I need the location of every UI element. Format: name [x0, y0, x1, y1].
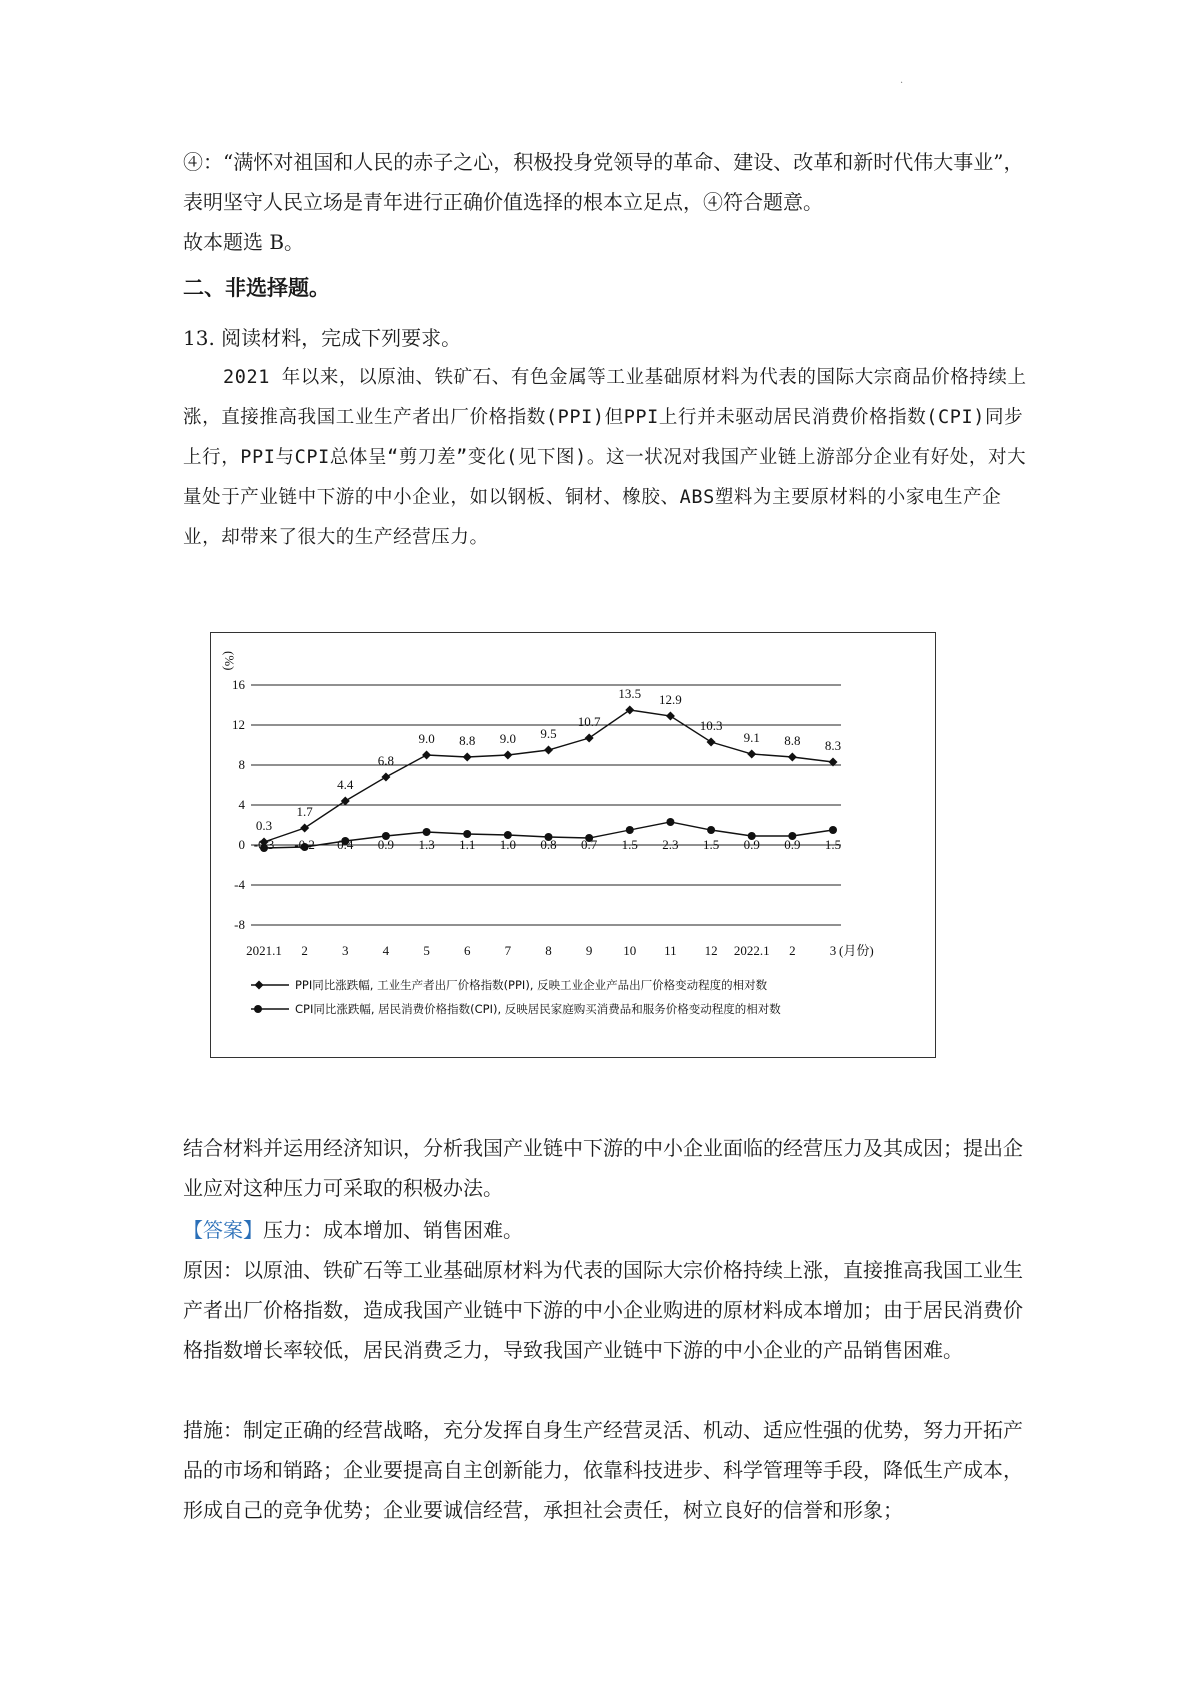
y-tick-labels	[232, 677, 246, 932]
ppi-data-label: 8.3	[824, 738, 842, 753]
cpi-data-label: -0.2	[294, 837, 315, 852]
x-tick-label: 2021.1	[246, 943, 282, 958]
x-tick-label: 11	[664, 943, 677, 958]
cpi-point	[666, 818, 674, 826]
y-axis-label: (%)	[222, 651, 237, 671]
cpi-data-label: -0.3	[253, 837, 275, 852]
ppi-point	[666, 712, 675, 721]
x-tick-label: 4	[382, 943, 390, 958]
ppi-data-label: 8.8	[459, 733, 476, 748]
x-tick-label: 6	[463, 943, 471, 958]
x-tick-label: 7	[504, 943, 512, 958]
answer-reason-paragraph: 原因：以原油、铁矿石等工业基础原材料为代表的国际大宗价格持续上涨，直接推高我国工业生产者出厂价格指数，造成我国产业链中下游的中小企业购进的原材料成本增加；由于居民消费价格指数增长率较低，居民消费乏力，导致我国产业链中下游的中小企业的产品销售困难。	[183, 1258, 1023, 1362]
task-prompt: 结合材料并运用经济知识，分析我国产业链中下游的中小企业面临的经营压力及其成因；提出企业应对这种压力可采取的积极办法。	[183, 1136, 1023, 1200]
ppi-point	[300, 824, 309, 833]
ppi-data-label: 9.0	[499, 731, 516, 746]
ppi-data-label: 0.3	[255, 818, 273, 833]
ppi-point	[747, 750, 756, 759]
ppi-data-label: 4.4	[337, 777, 354, 792]
ppi-point	[707, 738, 716, 747]
answer-measures-paragraph: 措施：制定正确的经营战略，充分发挥自身生产经营灵活、机动、适应性强的优势，努力开拓产品的市场和销路；企业要提高自主创新能力，依靠科技进步、科学管理等手段，降低生产成本，形成自己的竞争优势；企业要诚信经营，承担社会责任，树立良好的信誉和形象；	[183, 1418, 1023, 1522]
cpi-data-label: 1.5	[702, 837, 720, 852]
cpi-data-label: 0.8	[540, 837, 557, 852]
y-tick-label: 16	[232, 677, 245, 692]
cpi-data-label: 0.9	[377, 837, 395, 852]
cpi-data-label: 1.5	[824, 837, 842, 852]
cpi-data-label: 2.3	[662, 837, 679, 852]
y-tick-label: 8	[238, 757, 245, 772]
ppi-point	[503, 751, 512, 760]
conclusion-line: 故本题选 B。	[183, 230, 305, 254]
y-tick-label: 0	[238, 837, 245, 852]
ppi-point	[625, 706, 634, 715]
ppi-data-label: 9.0	[418, 731, 435, 746]
question-number-line: 13. 阅读材料，完成下列要求。	[183, 326, 462, 350]
ppi-data-label: 10.3	[699, 718, 723, 733]
ppi-point	[788, 753, 797, 762]
legend-circle-marker	[254, 1005, 262, 1013]
ppi-data-label: 12.9	[659, 692, 682, 707]
cpi-data-label: 1.0	[499, 837, 516, 852]
ppi-data-label: 10.7	[577, 714, 601, 729]
ppi-cpi-chart	[210, 632, 936, 1058]
x-tick-label: 2022.1	[733, 943, 770, 958]
answer-explanation-paragraph: ④：“满怀对祖国和人民的赤子之心，积极投身党领导的革命、建设、改革和新时代伟大事业”，表明坚守人民立场是青年进行正确价值选择的根本立足点，④符合题意。	[183, 150, 1024, 214]
cpi-point	[626, 826, 634, 834]
scan-dot-top: ·	[900, 78, 904, 89]
section-heading: 二、非选择题。	[183, 276, 330, 300]
x-axis-unit-label: (月份)	[839, 943, 874, 958]
chart-series	[254, 686, 841, 852]
cpi-data-label: 0.7	[581, 837, 598, 852]
ppi-data-label: 9.1	[743, 730, 760, 745]
ppi-point	[422, 751, 431, 760]
x-tick-labels	[246, 943, 874, 958]
cpi-point	[423, 828, 431, 836]
y-tick-label: 12	[232, 717, 245, 732]
y-tick-label: -8	[234, 917, 245, 932]
x-tick-label: 5	[423, 943, 430, 958]
ppi-point	[585, 734, 594, 743]
cpi-point	[829, 826, 837, 834]
ppi-data-label: 8.8	[784, 733, 801, 748]
cpi-data-label: 0.9	[784, 837, 801, 852]
ppi-point	[544, 746, 553, 755]
material-paragraph: 2021 年以来，以原油、铁矿石、有色金属等工业基础原材料为代表的国际大宗商品价格持续上涨，直接推高我国工业生产者出厂价格指数(PPI)但PPI上行并未驱动居民消费价格指数(CPI)同步上行，PPI与CPI总体呈“剪刀差”变化(见下图)。这一状况对我国产业链上游部分企业有好处，对大量处于产业链中下游的中小企业，如以钢板、铜材、橡胶、ABS塑料为主要原材料的小家电生产企业，却带来了很大的生产经营压力。	[183, 367, 1027, 548]
cpi-data-label: 1.5	[621, 837, 638, 852]
cpi-data-label: 1.1	[459, 837, 476, 852]
cpi-data-label: 1.3	[418, 837, 435, 852]
ppi-point	[381, 773, 390, 782]
legend-diamond-marker	[255, 981, 264, 990]
x-tick-label: 8	[545, 943, 552, 958]
chart-svg	[211, 633, 937, 1059]
x-tick-label: 12	[704, 943, 718, 958]
y-tick-label: -4	[234, 877, 245, 892]
ppi-data-label: 9.5	[540, 726, 557, 741]
legend-ppi-label: PPI同比涨跌幅, 工业生产者出厂价格指数(PPI), 反映工业企业产品出厂价格变动程度的相对数	[295, 978, 768, 992]
answer-pressure-text: 压力：成本增加、销售困难。	[263, 1218, 523, 1242]
answer-pressure-line	[183, 1210, 1029, 1250]
chart-legend	[251, 978, 781, 1016]
y-tick-label: 4	[238, 797, 245, 812]
ppi-point	[463, 753, 472, 762]
ppi-data-label: 13.5	[618, 686, 642, 701]
cpi-data-label: 0.4	[337, 837, 354, 852]
cpi-data-label: 0.9	[743, 837, 760, 852]
legend-cpi-label: CPI同比涨跌幅, 居民消费价格指数(CPI), 反映居民家庭购买消费品和服务价格变动程度的相对数	[295, 1002, 781, 1016]
x-tick-label: 3	[342, 943, 349, 958]
ppi-point	[341, 797, 350, 806]
x-tick-label: 2	[301, 943, 308, 958]
x-tick-label: 9	[585, 943, 593, 958]
cpi-point	[707, 826, 715, 834]
x-tick-label: 2	[789, 943, 796, 958]
answer-tag: 【答案】	[183, 1218, 263, 1242]
ppi-data-label: 6.8	[377, 753, 395, 768]
x-tick-label: 10	[623, 943, 637, 958]
x-tick-label: 3	[829, 943, 837, 958]
ppi-data-label: 1.7	[296, 804, 313, 819]
